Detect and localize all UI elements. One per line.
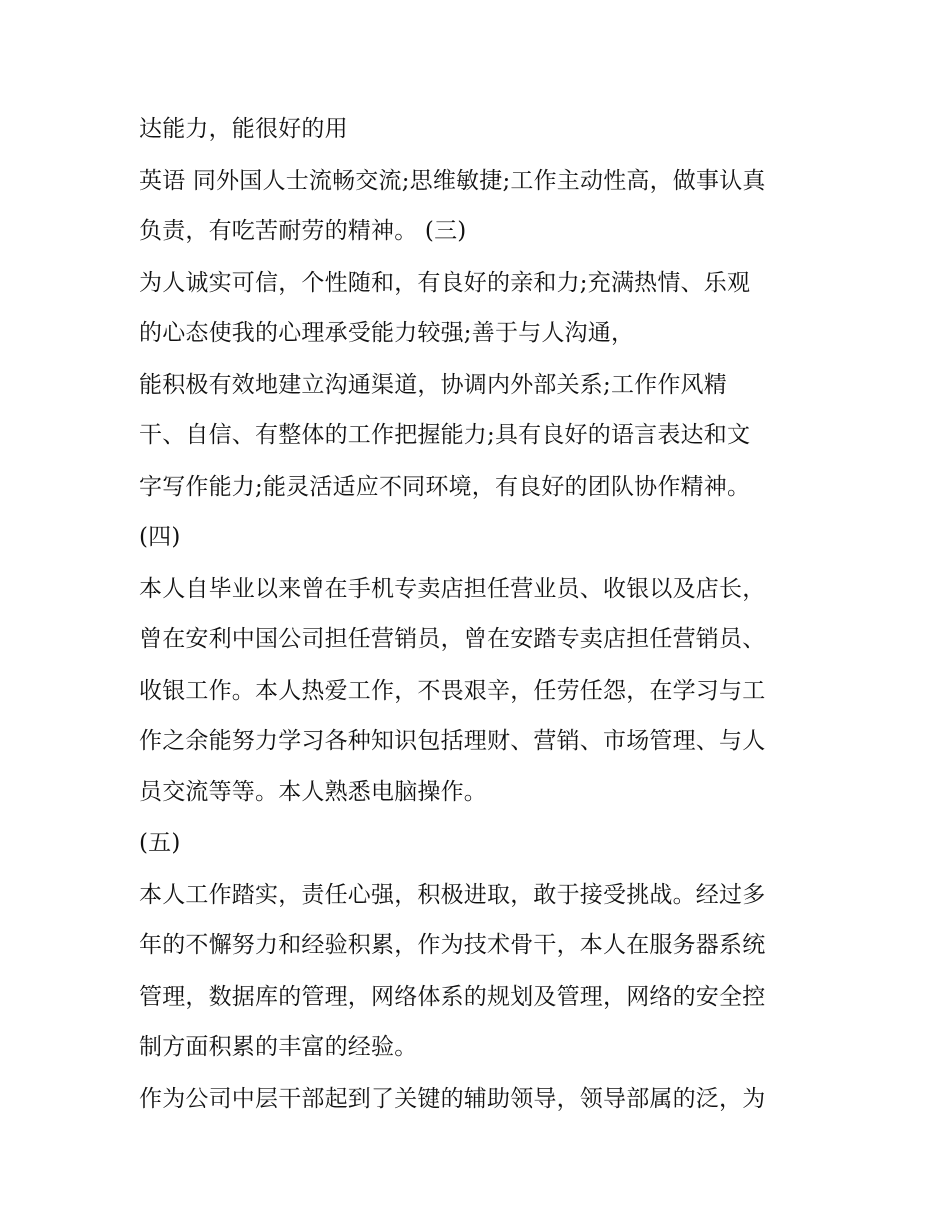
text-line: 曾在安利中国公司担任营销员，曾在安踏专卖店担任营销员、 bbox=[139, 626, 766, 652]
text-line: 干、自信、有整体的工作把握能力;具有良好的语言表达和文 bbox=[139, 422, 751, 448]
text-line: 制方面积累的丰富的经验。 bbox=[139, 1034, 418, 1060]
text-line: 作为公司中层干部起到了关键的辅助领导，领导部属的泛，为 bbox=[139, 1086, 766, 1112]
text-line: 负责，有吃苦耐劳的精神。 (三) bbox=[139, 218, 467, 244]
text-line: 员交流等等。本人熟悉电脑操作。 bbox=[139, 779, 487, 805]
text-line: 年的不懈努力和经验积累，作为技术骨干，本人在服务器系统 bbox=[139, 932, 766, 958]
text-line: 的心态使我的心理承受能力较强;善于与人沟通， bbox=[139, 320, 635, 346]
text-line: 为人诚实可信，个性随和，有良好的亲和力;充满热情、乐观 bbox=[139, 270, 751, 296]
text-line: 能积极有效地建立沟通渠道，协调内外部关系;工作作风精 bbox=[139, 372, 727, 398]
text-line: 收银工作。本人热爱工作，不畏艰辛，任劳任怨，在学习与工 bbox=[139, 678, 766, 704]
text-line: 本人自毕业以来曾在手机专卖店担任营业员、收银以及店长， bbox=[139, 576, 766, 602]
section-heading: (五) bbox=[139, 830, 181, 856]
text-line: 英语 同外国人士流畅交流;思维敏捷;工作主动性高，做事认真 bbox=[139, 168, 766, 194]
text-line: 字写作能力;能灵活适应不同环境，有良好的团队协作精神。 bbox=[139, 474, 751, 500]
text-line: 达能力，能很好的用 bbox=[139, 116, 348, 142]
text-line: 作之余能努力学习各种知识包括理财、营销、市场管理、与人 bbox=[139, 728, 766, 754]
text-line: 管理，数据库的管理，网络体系的规划及管理，网络的安全控 bbox=[139, 984, 766, 1010]
section-heading: (四) bbox=[139, 524, 181, 550]
text-line: 本人工作踏实，责任心强，积极进取，敢于接受挑战。经过多 bbox=[139, 882, 766, 908]
